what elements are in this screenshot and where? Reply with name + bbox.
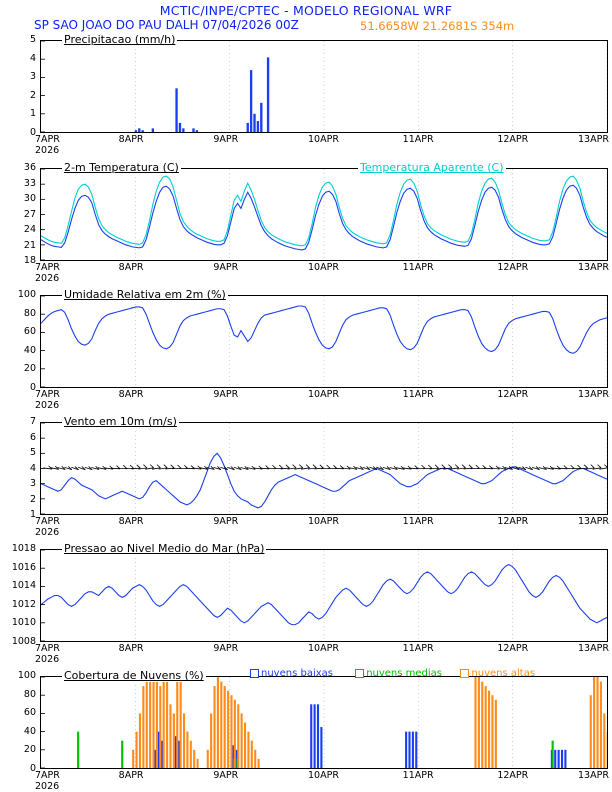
x-tick-label: 7APR xyxy=(35,262,60,273)
x-tick-label: 9APR xyxy=(213,770,239,781)
plot-area-1 xyxy=(40,40,608,133)
y-tick-label: 27 xyxy=(23,208,36,220)
x-tick-label: 11APR xyxy=(402,389,434,400)
x-tick-label: 9APR xyxy=(213,516,239,527)
y-tick-label: 60 xyxy=(23,326,36,338)
x-tick-label: 13APR xyxy=(578,770,609,781)
chart-title-4: Vento em 10m (m/s) xyxy=(64,415,177,428)
x-tick-label: 11APR xyxy=(402,770,434,781)
x-axis-year-label: 2026 xyxy=(35,400,60,411)
x-tick-label: 11APR xyxy=(402,262,434,273)
x-tick-label: 10APR xyxy=(308,389,339,400)
x-tick-label: 12APR xyxy=(497,262,529,273)
x-tick-label: 11APR xyxy=(402,134,434,145)
x-tick-label: 7APR xyxy=(35,516,60,527)
x-tick-label: 9APR xyxy=(213,134,239,145)
x-tick-label: 12APR xyxy=(497,770,529,781)
plot-svg-5 xyxy=(41,550,607,641)
x-tick-label: 12APR xyxy=(497,516,529,527)
x-tick-label: 10APR xyxy=(308,262,339,273)
x-tick-label: 13APR xyxy=(578,262,609,273)
x-axis-year-label: 2026 xyxy=(35,527,60,538)
plot-svg-2 xyxy=(41,169,607,260)
y-tick-label: 36 xyxy=(23,162,36,173)
legend-item-0 xyxy=(250,668,333,679)
x-tick-label: 12APR xyxy=(497,389,529,400)
x-tick-label: 13APR xyxy=(578,389,609,400)
y-tick-label: 0 xyxy=(29,127,36,138)
legend-item-2 xyxy=(460,668,535,679)
x-tick-label: 12APR xyxy=(497,134,529,145)
legend-item-1 xyxy=(355,668,442,679)
plot-svg-4 xyxy=(41,423,607,514)
x-axis-year-label: 2026 xyxy=(35,781,60,792)
plot-area-3 xyxy=(40,295,608,388)
x-axis-year-label: 2026 xyxy=(35,273,60,284)
x-tick-label: 10APR xyxy=(308,134,339,145)
y-tick-label: 4 xyxy=(29,462,36,474)
y-tick-label: 24 xyxy=(23,224,36,235)
legend-label-1: nuvens medias xyxy=(366,668,443,679)
plot-area-4 xyxy=(40,422,608,515)
x-tick-label: 9APR xyxy=(213,262,239,273)
chart-title-2: 2-m Temperatura (C) xyxy=(64,161,179,174)
chart-title-secondary: Temperatura Aparente (C) xyxy=(360,161,504,174)
x-tick-label: 9APR xyxy=(213,643,239,654)
y-tick-label: 5 xyxy=(29,34,36,45)
y-tick-label: 1 xyxy=(29,108,36,120)
x-tick-label: 10APR xyxy=(308,516,339,527)
legend-label-2: nuvens altas xyxy=(471,668,536,679)
legend-label-0: nuvens baixas xyxy=(261,668,333,679)
y-tick-label: 21 xyxy=(23,239,36,251)
y-tick-label: 0 xyxy=(29,382,36,393)
plot-area-6 xyxy=(40,676,608,769)
y-tick-label: 20 xyxy=(23,744,36,756)
x-axis-year-label: 2026 xyxy=(35,145,60,156)
x-tick-label: 8APR xyxy=(118,643,144,654)
plot-svg-6 xyxy=(41,677,607,768)
y-tick-label: 6 xyxy=(29,431,36,443)
x-tick-label: 8APR xyxy=(118,262,144,273)
station-label: SP SAO JOAO DO PAU DALH 07/04/2026 00Z xyxy=(34,18,299,32)
x-tick-label: 11APR xyxy=(402,643,434,654)
x-tick-label: 10APR xyxy=(308,643,339,654)
y-tick-label: 18 xyxy=(23,255,36,266)
x-tick-label: 7APR xyxy=(35,643,60,654)
y-tick-label: 3 xyxy=(29,71,36,83)
y-tick-label: 1016 xyxy=(11,561,36,573)
y-tick-label: 4 xyxy=(29,52,36,64)
x-axis-year-label: 2026 xyxy=(35,654,60,665)
x-tick-label: 12APR xyxy=(497,643,529,654)
y-tick-label: 0 xyxy=(29,763,36,774)
chart-title-6: Cobertura de Nuvens (%) xyxy=(64,669,204,682)
x-tick-label: 8APR xyxy=(118,770,144,781)
x-tick-label: 13APR xyxy=(578,643,609,654)
chart-title-5: Pressao ao Nivel Medio do Mar (hPa) xyxy=(64,542,265,555)
y-tick-label: 80 xyxy=(23,307,36,319)
plot-area-5 xyxy=(40,549,608,642)
y-tick-label: 33 xyxy=(23,177,36,189)
chart-title-3: Umidade Relativa em 2m (%) xyxy=(64,288,226,301)
x-tick-label: 7APR xyxy=(35,389,60,400)
y-tick-label: 100 xyxy=(17,289,36,300)
x-tick-label: 8APR xyxy=(118,134,144,145)
station-header xyxy=(0,18,612,33)
y-tick-label: 80 xyxy=(23,688,36,700)
y-tick-label: 1018 xyxy=(11,543,36,554)
x-tick-label: 13APR xyxy=(578,516,609,527)
y-tick-label: 1014 xyxy=(11,580,36,592)
y-tick-label: 20 xyxy=(23,363,36,375)
x-tick-label: 8APR xyxy=(118,389,144,400)
y-tick-label: 2 xyxy=(29,89,36,101)
y-tick-label: 30 xyxy=(23,193,36,204)
chart-title-1: Precipitacao (mm/h) xyxy=(64,33,176,46)
y-tick-label: 60 xyxy=(23,707,36,719)
y-tick-label: 7 xyxy=(29,416,36,427)
legend-swatch-2 xyxy=(460,669,469,678)
x-tick-label: 10APR xyxy=(308,770,339,781)
plot-svg-3 xyxy=(41,296,607,387)
y-tick-label: 40 xyxy=(23,725,36,737)
x-tick-label: 13APR xyxy=(578,134,609,145)
legend-swatch-0 xyxy=(250,669,259,678)
y-tick-label: 100 xyxy=(17,670,36,681)
legend-swatch-1 xyxy=(355,669,364,678)
x-tick-label: 7APR xyxy=(35,134,60,145)
plot-area-2 xyxy=(40,168,608,261)
y-tick-label: 3 xyxy=(29,478,36,489)
y-tick-label: 40 xyxy=(23,344,36,356)
y-tick-label: 1012 xyxy=(11,598,36,610)
plot-svg-1 xyxy=(41,41,607,132)
x-tick-label: 9APR xyxy=(213,389,239,400)
y-tick-label: 1010 xyxy=(11,617,36,629)
x-tick-label: 7APR xyxy=(35,770,60,781)
y-tick-label: 5 xyxy=(29,447,36,458)
x-tick-label: 8APR xyxy=(118,516,144,527)
y-tick-label: 1 xyxy=(29,509,36,520)
page-title: MCTIC/INPE/CPTEC - MODELO REGIONAL WRF xyxy=(159,3,453,18)
y-tick-label: 1008 xyxy=(11,636,36,647)
coordinates-label: 51.6658W 21.2681S 354m xyxy=(360,19,515,33)
y-tick-label: 2 xyxy=(29,493,36,505)
x-tick-label: 11APR xyxy=(402,516,434,527)
